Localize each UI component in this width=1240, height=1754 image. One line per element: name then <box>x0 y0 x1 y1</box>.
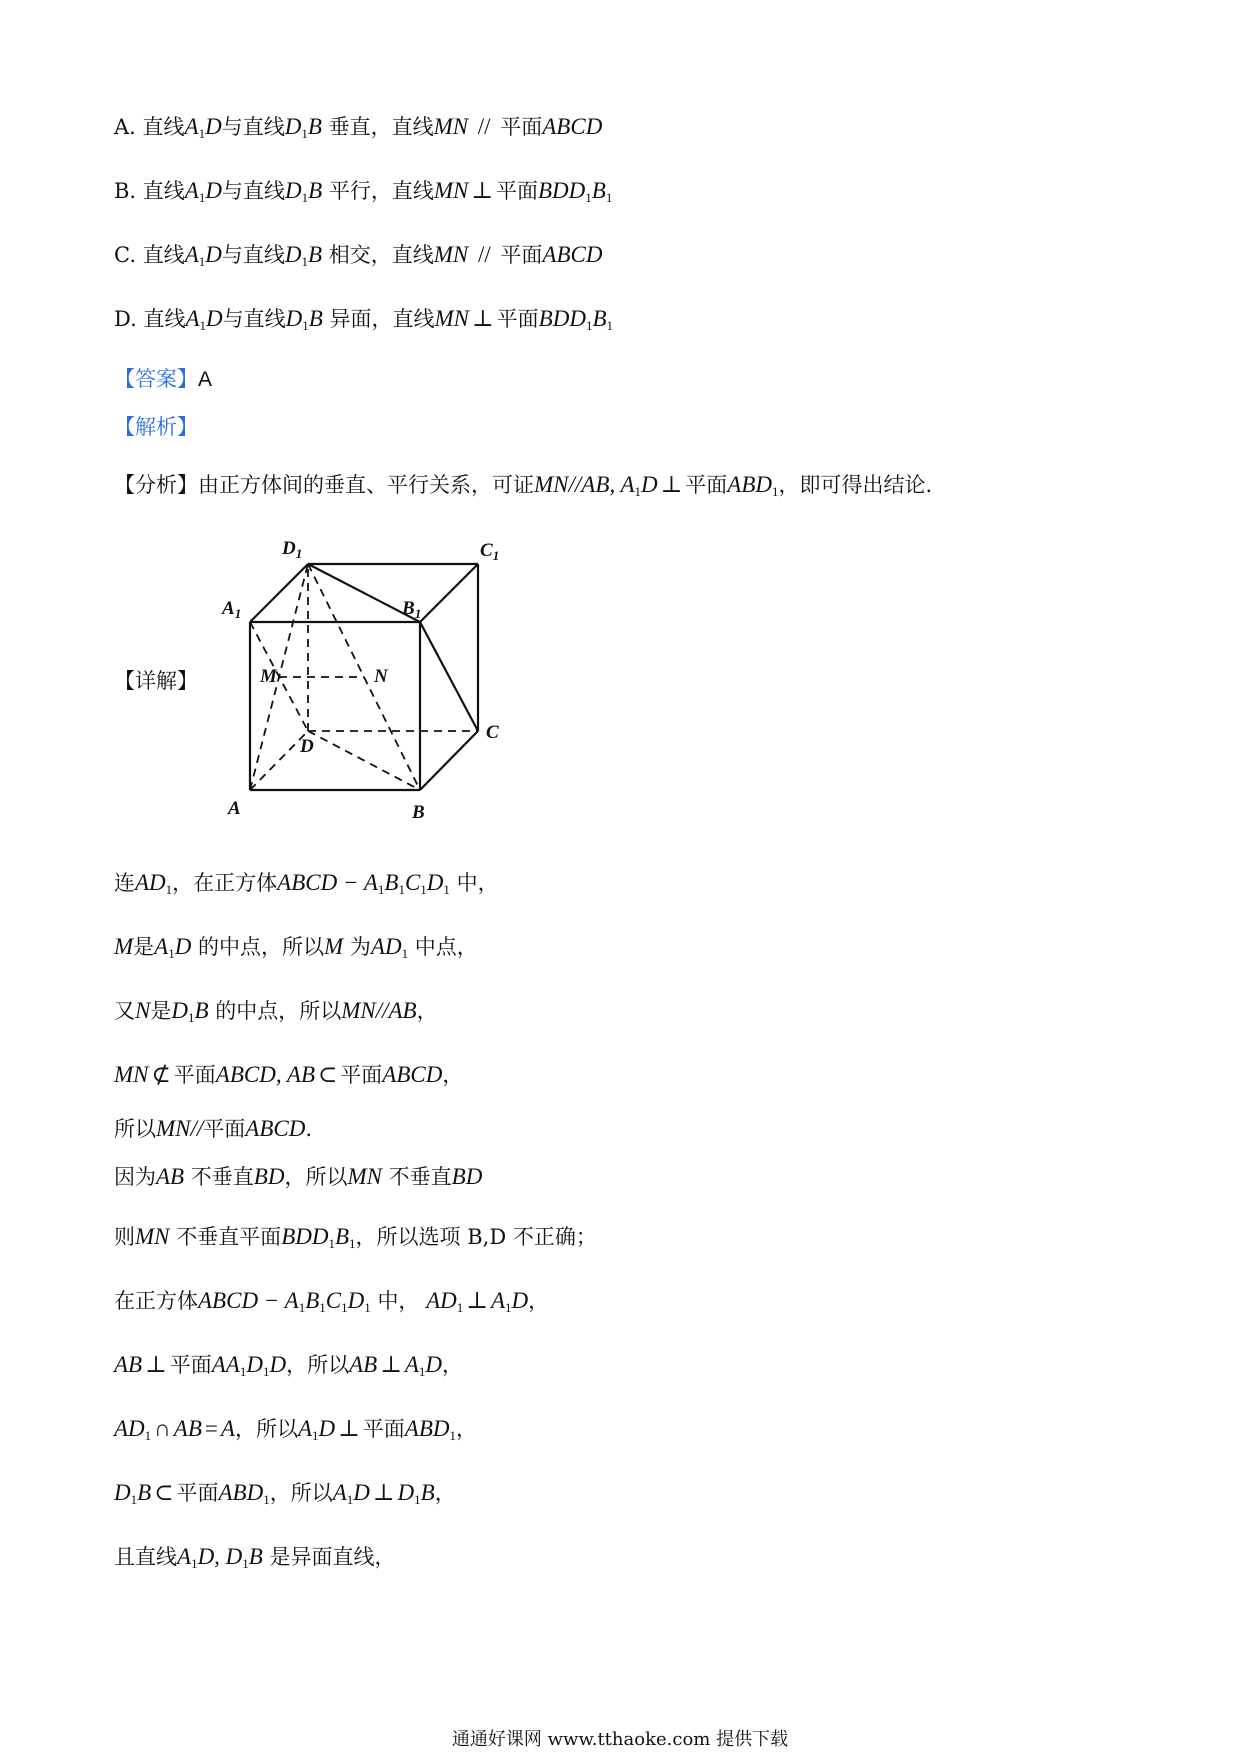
analysis-label: 【解析】 <box>114 415 198 439</box>
label-a1: $A_1$ <box>222 598 242 621</box>
solution-line-4: MN ⊄ 平面ABCD, AB ⊂ 平面ABCD， <box>114 1062 464 1087</box>
label-n: N <box>374 666 388 687</box>
solution-line-1: 连AD1，在正方体ABCD − A1B1C1D1 中， <box>114 870 499 897</box>
solution-line-10: AD1 ∩ AB = A，所以A1D ⊥ 平面ABD1， <box>114 1416 477 1443</box>
label-b1: $B_1$ <box>402 598 422 621</box>
label-c: C <box>486 722 499 743</box>
solution-line-2: M是A1D 的中点，所以M 为AD1 中点， <box>114 934 478 961</box>
label-c1: $C_1$ <box>480 540 500 563</box>
solution-line-12: 且直线A1D, D1B 是异面直线， <box>114 1544 396 1571</box>
answer-value: A <box>198 368 213 391</box>
solution-line-9: AB ⊥ 平面AA1D1D，所以AB ⊥ A1D， <box>114 1352 464 1379</box>
solution-line-7: 则MN 不垂直平面BDD1B1，所以选项 B,D 不正确； <box>114 1224 597 1251</box>
cube-figure <box>210 530 520 830</box>
hidden-line-d-b <box>308 731 420 790</box>
edge-b-c <box>420 731 478 790</box>
solution-line-6: 因为AB 不垂直BD，所以MN 不垂直BD <box>114 1164 483 1189</box>
answer-line <box>114 364 212 395</box>
edge-a1-d1 <box>250 564 308 622</box>
footer: 通通好课网 www.tthaoke.com 提供下载 <box>451 1729 789 1750</box>
option-b: B. 直线A1D与直线D1B 平行，直线MN ⊥ 平面BDD1B1 <box>114 178 613 205</box>
solution-line-3: 又N是D1B 的中点，所以MN//AB， <box>114 998 438 1025</box>
solution-line-5: 所以MN//平面ABCD. <box>114 1116 313 1141</box>
label-a: A <box>228 798 241 819</box>
edge-b1-c <box>420 622 478 731</box>
solution-line-8: 在正方体ABCD − A1B1C1D1 中， AD1 ⊥ A1D， <box>114 1288 550 1315</box>
label-d: D <box>300 736 314 757</box>
detail-label: 【详解】 <box>114 669 198 693</box>
fenxi-line: 【分析】由正方体间的垂直、平行关系，可证MN//AB, A1D ⊥ 平面ABD1，即可得出结论. <box>114 472 933 499</box>
edge-b1-c1 <box>420 564 478 622</box>
option-c: C. 直线A1D与直线D1B 相交，直线MN // 平面ABCD <box>114 242 603 269</box>
label-d1: $D_1$ <box>282 538 303 561</box>
label-m: M <box>260 666 277 687</box>
label-b: B <box>412 802 425 823</box>
option-a: A. 直线A1D与直线D1B 垂直，直线MN // 平面ABCD <box>114 114 603 141</box>
solution-line-11: D1B ⊂ 平面ABD1，所以A1D ⊥ D1B， <box>114 1480 456 1507</box>
answer-label: 【答案】 <box>114 367 198 391</box>
option-d: D. 直线A1D与直线D1B 异面，直线MN ⊥ 平面BDD1B1 <box>114 306 613 333</box>
